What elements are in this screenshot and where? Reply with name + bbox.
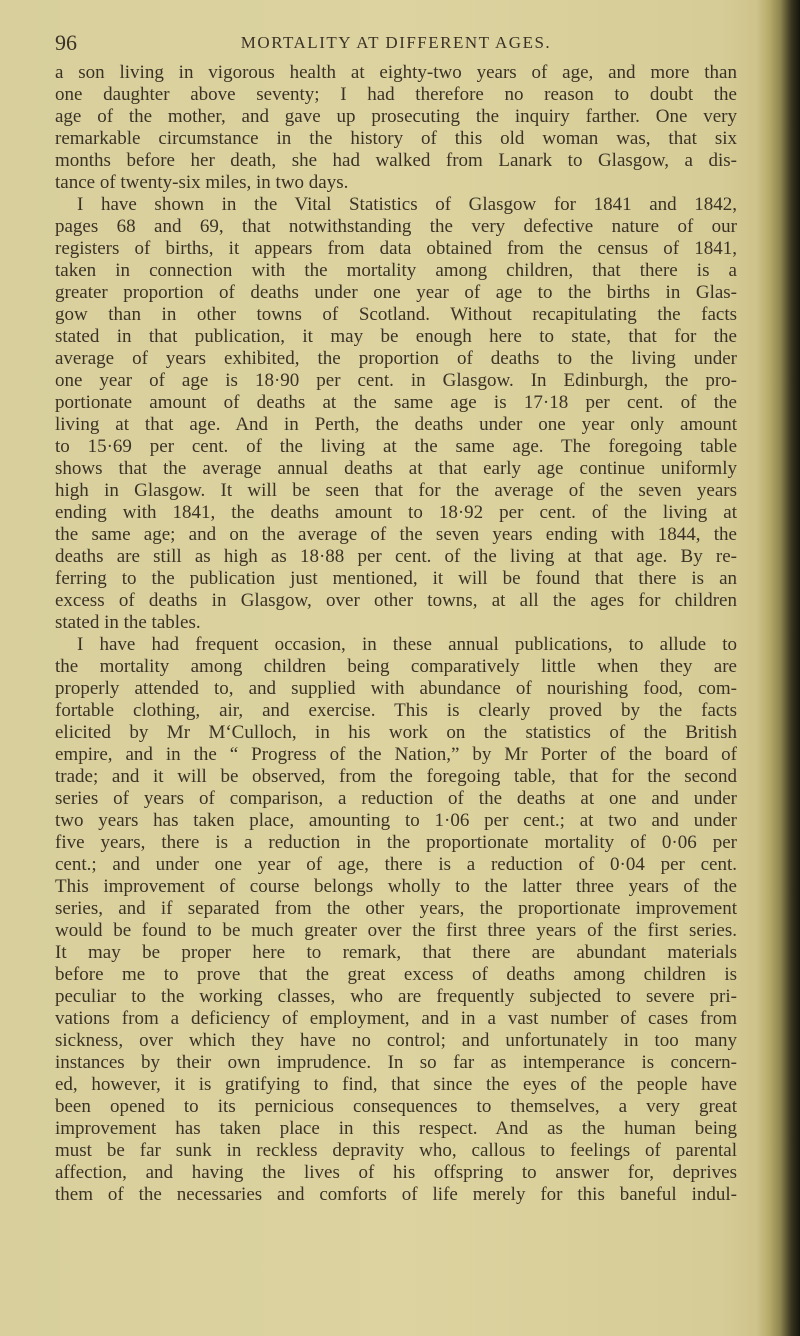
- text-line: two years has taken place, amounting to 1·06 per cent.; at two and under: [55, 810, 737, 831]
- text-line: tance of twenty-six miles, in two days.: [55, 172, 349, 193]
- text-line: living at that age. And in Perth, the deaths under one year only amount: [55, 414, 737, 435]
- paragraph: [55, 194, 737, 634]
- text-line: ending with 1841, the deaths amount to 18·92 per cent. of the living at: [55, 502, 737, 523]
- text-line: vations from a deficiency of employment, and in a vast number of cases from: [55, 1008, 737, 1029]
- text-line: It may be proper here to remark, that there are abundant materials: [55, 942, 737, 963]
- paragraph: [55, 62, 737, 194]
- text-line: sickness, over which they have no control; and unfortunately in too many: [55, 1030, 737, 1051]
- text-line: stated in the tables.: [55, 612, 201, 633]
- text-line: instances by their own imprudence. In so far as intemperance is concern-: [55, 1052, 737, 1073]
- text-line: age of the mother, and gave up prosecuting the inquiry farther. One very: [55, 106, 737, 127]
- text-line: portionate amount of deaths at the same age is 17·18 per cent. of the: [55, 392, 737, 413]
- text-line: must be far sunk in reckless depravity who, callous to feelings of parental: [55, 1140, 737, 1161]
- text-line: trade; and it will be observed, from the foregoing table, that for the second: [55, 766, 737, 787]
- text-line: one daughter above seventy; I had therefore no reason to doubt the: [55, 84, 737, 105]
- text-line: fortable clothing, air, and exercise. This is clearly proved by the facts: [55, 700, 737, 721]
- text-line: a son living in vigorous health at eighty-two years of age, and more than: [55, 62, 737, 83]
- book-binding-shadow: [756, 0, 800, 1336]
- text-line: properly attended to, and supplied with abundance of nourishing food, com-: [55, 678, 737, 699]
- page-number: 96: [55, 30, 77, 55]
- text-line: would be found to be much greater over the first three years of the first series.: [55, 920, 737, 941]
- text-line: the mortality among children being comparatively little when they are: [55, 656, 737, 677]
- text-line: affection, and having the lives of his offspring to answer for, deprives: [55, 1162, 737, 1183]
- text-line: taken in connection with the mortality among children, that there is a: [55, 260, 737, 281]
- text-line: gow than in other towns of Scotland. Without recapitulating the facts: [55, 304, 737, 325]
- text-line: greater proportion of deaths under one year of age to the births in Glas-: [55, 282, 737, 303]
- text-line: ferring to the publication just mentioned, it will be found that there is an: [55, 568, 737, 589]
- text-line: cent.; and under one year of age, there is a reduction of 0·04 per cent.: [55, 854, 737, 875]
- text-line: before me to prove that the great excess of deaths among children is: [55, 964, 737, 985]
- text-line: stated in that publication, it may be enough here to state, that for the: [55, 326, 737, 347]
- text-line: deaths are still as high as 18·88 per cent. of the living at that age. By re-: [55, 546, 737, 567]
- text-line: This improvement of course belongs wholly to the latter three years of the: [55, 876, 737, 897]
- text-line: pages 68 and 69, that notwithstanding the very defective nature of our: [55, 216, 737, 237]
- text-line: shows that the average annual deaths at that early age continue uniformly: [55, 458, 737, 479]
- text-line: average of years exhibited, the proportion of deaths to the living under: [55, 348, 737, 369]
- text-line: remarkable circumstance in the history of this old woman was, that six: [55, 128, 737, 149]
- text-line: registers of births, it appears from data obtained from the census of 1841,: [55, 238, 737, 259]
- text-line: months before her death, she had walked from Lanark to Glasgow, a dis-: [55, 150, 737, 171]
- text-line: series of years of comparison, a reduction of the deaths at one and under: [55, 788, 737, 809]
- text-line: excess of deaths in Glasgow, over other towns, at all the ages for children: [55, 590, 737, 611]
- text-line: series, and if separated from the other years, the proportionate improvement: [55, 898, 737, 919]
- running-title: MORTALITY AT DIFFERENT AGES.: [240, 33, 552, 52]
- text-line: high in Glasgow. It will be seen that for the average of the seven years: [55, 480, 737, 501]
- text-line: I have had frequent occasion, in these annual publications, to allude to: [77, 634, 737, 655]
- text-line: improvement has taken place in this respect. And as the human being: [55, 1118, 737, 1139]
- running-header: [55, 30, 737, 56]
- text-line: the same age; and on the average of the seven years ending with 1844, the: [55, 524, 737, 545]
- text-line: one year of age is 18·90 per cent. in Glasgow. In Edinburgh, the pro-: [55, 370, 737, 391]
- page-body: [55, 62, 737, 1206]
- text-line: peculiar to the working classes, who are frequently subjected to severe pri-: [55, 986, 737, 1007]
- text-line: them of the necessaries and comforts of life merely for this baneful indul-: [55, 1184, 737, 1205]
- text-line: I have shown in the Vital Statistics of Glasgow for 1841 and 1842,: [77, 194, 737, 215]
- text-line: to 15·69 per cent. of the living at the same age. The foregoing table: [55, 436, 737, 457]
- text-line: been opened to its pernicious consequences to themselves, a very great: [55, 1096, 737, 1117]
- text-line: five years, there is a reduction in the proportionate mortality of 0·06 per: [55, 832, 737, 853]
- paragraph: [55, 634, 737, 1206]
- text-line: elicited by Mr M‘Culloch, in his work on the statistics of the British: [55, 722, 737, 743]
- text-line: ed, however, it is gratifying to find, that since the eyes of the people have: [55, 1074, 737, 1095]
- text-line: empire, and in the “ Progress of the Nation,” by Mr Porter of the board of: [55, 744, 737, 765]
